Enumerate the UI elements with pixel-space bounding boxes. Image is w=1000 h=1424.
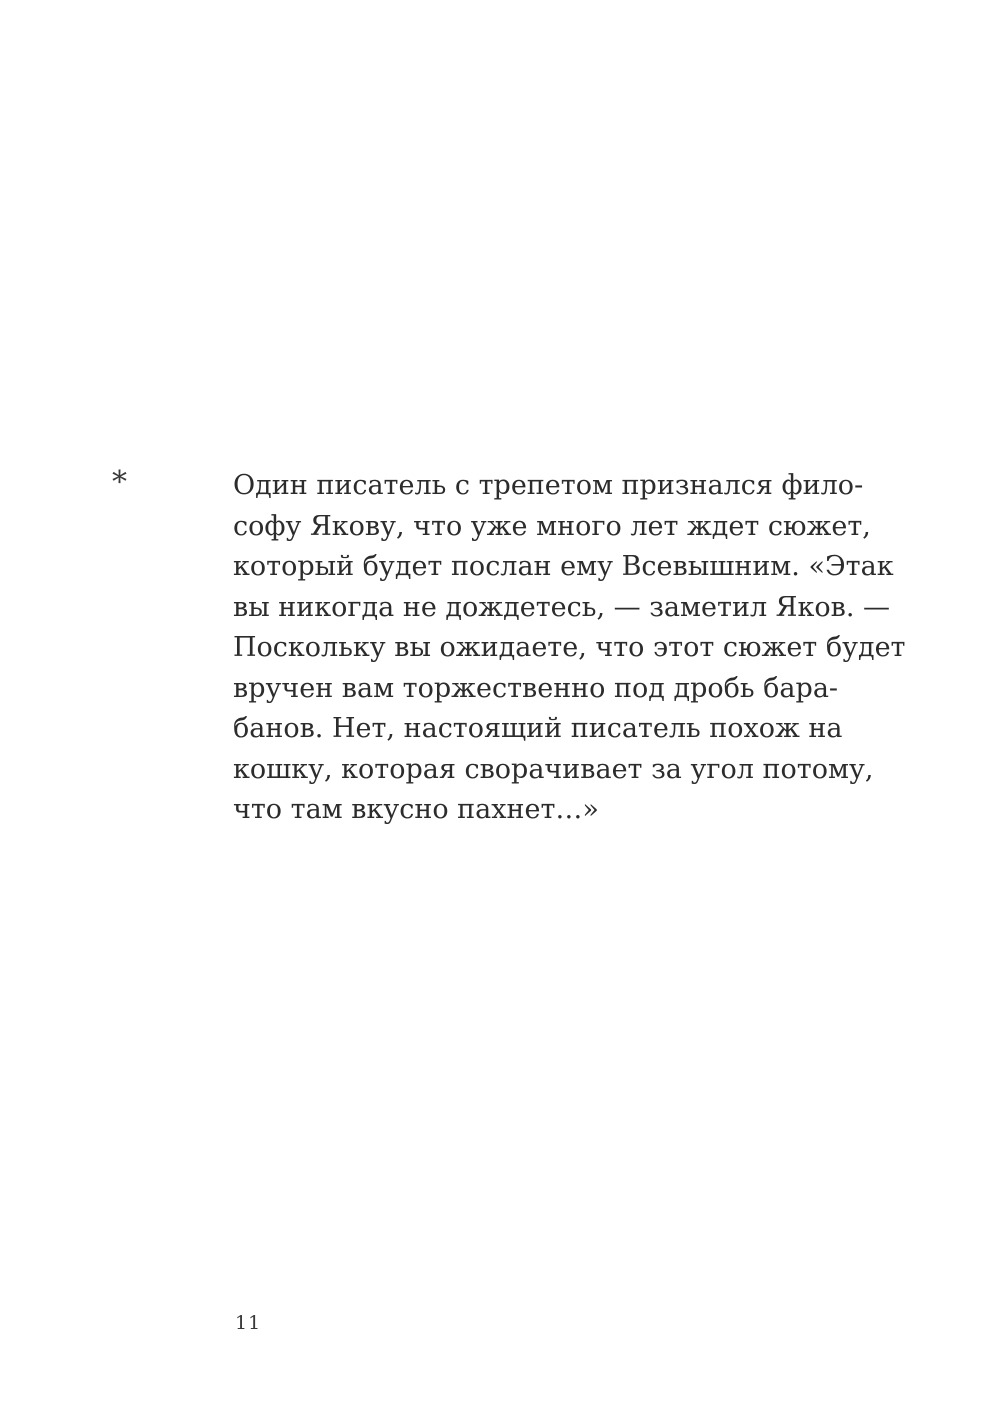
body-paragraph [233, 466, 933, 831]
text-line: банов. Нет, настоящий писатель похож на [233, 713, 843, 744]
text-line: кошку, которая сворачивает за угол потому, [233, 753, 874, 785]
text-line: Один писатель с трепетом признался фило- [233, 470, 864, 501]
text-line: Поскольку вы ожидаете, что этот сюжет будет [233, 632, 906, 663]
text-line: что там вкусно пахнет…» [233, 794, 599, 825]
text-line: который будет послан ему Всевышним. «Этак [233, 551, 894, 582]
text-line: софу Якову, что уже много лет ждет сюжет, [233, 510, 871, 542]
asterisk-ornament: * [112, 465, 127, 500]
text-line: вручен вам торжественно под дробь бара- [233, 672, 839, 704]
page-number: 11 [235, 1312, 262, 1334]
text-line: вы никогда не дождетесь, — заметил Яков. — [233, 591, 890, 623]
